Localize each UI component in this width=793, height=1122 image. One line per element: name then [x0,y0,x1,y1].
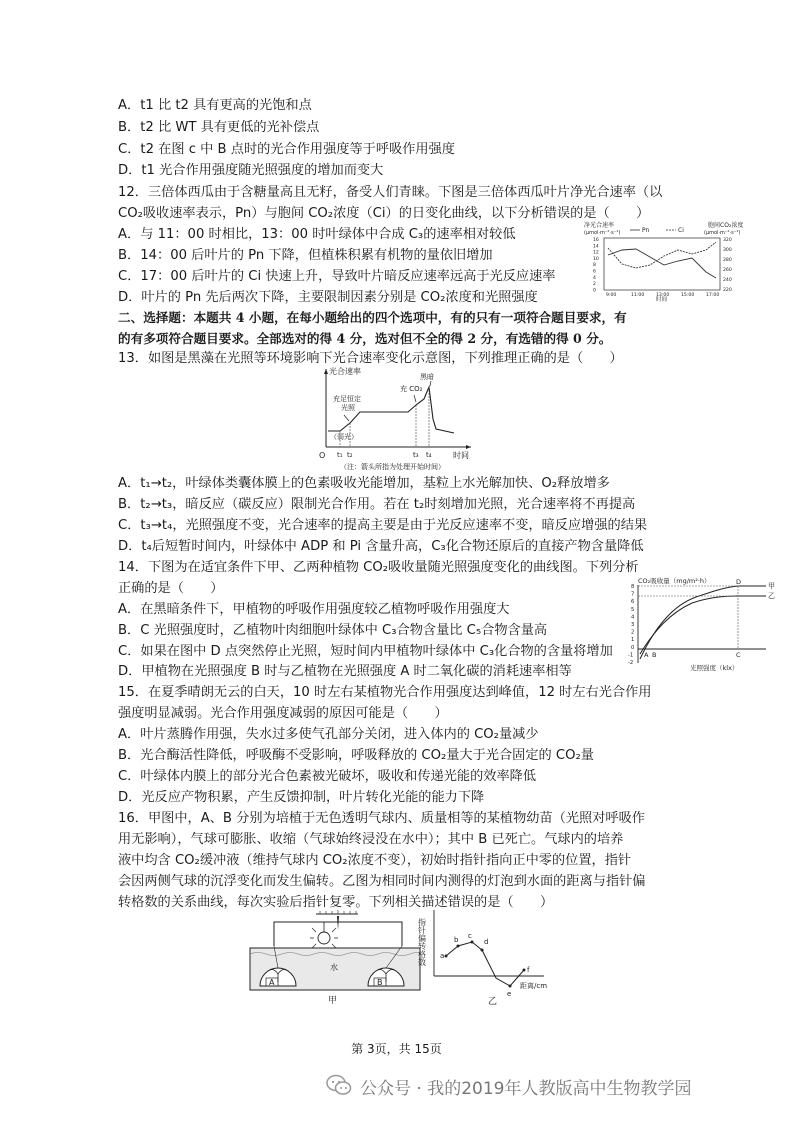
q14-y-tick: -2 [628,660,634,666]
q12-figure [582,220,750,302]
q12-x-tick: 17:00 [706,293,720,298]
q13-ann-dark: 黑暗 [420,373,434,381]
q12-right-tick: 240 [723,278,732,283]
q13-stem: 13．如图是黑藻在光照等环境影响下光合速率变化示意图，下列推理正确的是（ ） [118,351,623,366]
q12-option-c: C．17：00 后叶片的 Ci 快速上升，导致叶片暗反应速率远高于光反应速率 [118,269,556,284]
q11-option-b: B．t2 比 WT 具有更低的光补偿点 [118,120,320,135]
q14-series-jia: 甲 [768,582,775,590]
q12-x-tick: 9:00 [606,293,617,298]
q14-point-d: D [736,578,742,586]
q12-left-tick: 2 [593,282,596,288]
q13-option-c: C．t₃→t₄，光照强度不变，光合速率的提高主要是由于光反应速率不变，暗反应增强的结果 [118,518,648,533]
q16-pc: c [468,932,472,940]
q12-left-tick: 14 [593,244,599,250]
q16-pe: e [507,990,512,998]
q14-y-tick: 2 [631,629,635,636]
q12-left-tick: 4 [593,275,596,281]
q16-water-label: 水 [330,963,338,972]
q15-option-d: D．光反应产物积累，产生反馈抑制，叶片转化光能的能力下降 [118,790,485,805]
q14-option-b: B．C 光照强度时，乙植物叶肉细胞叶绿体中 C₃合物含量比 C₅合物含量高 [118,623,548,638]
q13-origin: O [319,451,326,460]
q16-stem-5: 转格数的关系曲线，每次实验后指针复零。下列相关描述错误的是（ ） [118,895,554,910]
section-two-heading-1: 二、选择题：本题共 4 小题，在每小题给出的四个选项中，有的只有一项符合题目要求，有 [118,310,627,325]
q14-y-ticks [628,584,635,666]
q11-option-a: A．t1 比 t2 具有更高的光饱和点 [118,98,312,113]
q13-note: （注：箭头所指为处理开始时间） [340,463,445,471]
q14-ylabel: CO₂吸收量（mg/m²·h） [638,577,711,585]
q12-stem-2: CO₂吸收速率表示，Pn）与胞间 CO₂浓度（Ci）的日变化曲线，以下分析错误的是（ ） [118,206,650,221]
q14-option-a: A．在黑暗条件下，甲植物的呼吸作用强度较乙植物呼吸作用强度大 [118,602,510,617]
q12-right-tick: 280 [723,258,732,263]
q12-left-tick: 12 [593,250,599,256]
q13-figure [316,365,478,473]
q13-ann-light-2: 光照 [341,404,355,412]
q12-pn-curve [608,249,716,278]
q13-t3: t₃ [413,451,419,459]
q12-x-tick: 15:00 [681,293,695,298]
q13-ann-co2: 充 CO₂ [400,385,423,393]
q16-stem-2: 用无影响），气球可膨胀、收缩（气球始终浸没在水中）；其中 B 已死亡。气球内的培养 [118,832,624,847]
q16-pointer [337,916,339,930]
q13-option-b: B．t₂→t₃，暗反应（碳反应）限制光合作用。若在 t₂时刻增加光照，光合速率将不再提高 [118,497,636,512]
q12-unit-right: (μmol·m⁻²·s⁻¹) [704,230,741,236]
q15-option-c: C．叶绿体内膜上的部分光合色素被光破坏，吸收和传递光能的效率降低 [118,769,537,784]
q15-option-b: B．光合酶活性降低，呼吸酶不受影响，呼吸释放的 CO₂量大于光合固定的 CO₂量 [118,748,594,763]
wechat-icon [326,1074,352,1096]
q14-y-tick: 1 [631,637,635,644]
q12-title-left: 净光合速率 [584,222,615,229]
q14-point-a: A [644,651,649,659]
q12-right-tick: 300 [723,248,732,253]
q16-label-b: B [377,978,383,987]
q14-stem-1: 14．下图为在适宜条件下甲、乙两种植物 CO₂吸收量随光照强度变化的曲线图。下列分析 [118,560,639,575]
q14-stem-2: 正确的是（ ） [118,581,224,596]
q16-pd: d [484,938,489,946]
q12-legend-pn: Pn [642,227,650,234]
q11-option-c: C．t2 在图 c 中 B 点时的光合作用强度等于呼吸作用强度 [118,142,455,157]
q15-option-a: A．叶片蒸腾作用强，失水过多使气孔部分关闭，进入体内的 CO₂量减少 [118,727,539,742]
q13-option-d: D．t₄后短暂时间内，叶绿体中 ADP 和 Pi 含量升高，C₃化合物还原后的直接产物含量降低 [118,539,644,554]
page-footer: 第 3页，共 15页 [351,1042,442,1056]
q14-y-tick: 6 [631,599,635,606]
q12-legend-ci: Ci [678,227,684,234]
q13-t2: t₂ [347,451,353,459]
q14-option-c: C．如果在图中 D 点突然停止光照，短时间内甲植物叶绿体中 C₃化合物的含量将增加 [118,644,613,659]
q12-left-tick: 8 [593,263,596,269]
q13-xlabel: 时间 [453,451,469,460]
q16-stem-4: 会因两侧气球的沉浮变化而发生偏转。乙图为相同时间内测得的灯泡到水面的距离与指针偏 [118,874,646,889]
q14-point-b: B [652,651,657,659]
watermark-account: 公众号 · 我的2019年人教版高中生物教学园 [360,1079,692,1099]
q12-title-right: 胞间CO₂浓度 [708,222,744,229]
q12-left-tick: 0 [593,288,596,294]
q12-x-tick: 11:00 [631,293,645,298]
q16-ylabel: 指针偏转格数 [417,918,427,966]
q16-pb: b [454,936,459,944]
q14-figure [626,575,782,673]
q12-x-tick: 13:00 [656,293,670,298]
q16-xlabel: 距离/cm [520,982,548,990]
q14-curve-jia [640,586,766,659]
q12-right-ticks [723,237,732,293]
q14-option-d: D．甲植物在光照强度 B 时与乙植物在光照强度 A 时二氧化碳的消耗速率相等 [118,664,572,679]
q13-t1: t₁ [337,451,343,459]
q14-y-tick: 8 [631,584,635,590]
q16-figure [244,908,564,1008]
q12-left-ticks [593,237,599,293]
q16-pa: a [440,952,445,960]
q12-option-d: D．叶片的 Pn 先后两次下降，主要限制因素分别是 CO₂浓度和光照强度 [118,290,538,305]
q12-unit-left: (μmol·m⁻²·s⁻¹) [584,230,621,236]
q13-ylabel: 光合速率 [329,367,361,376]
q14-y-tick: -1 [628,652,634,659]
q14-point-c: C [736,651,741,659]
q16-label-yi: 乙 [488,997,498,1007]
q16-bulb-icon [318,932,330,944]
q16-curve [446,942,524,986]
q14-y-tick: 3 [631,622,635,628]
q15-stem-2: 强度明显减弱。光合作用强度减弱的原因可能是（ ） [118,706,448,721]
q12-right-tick: 320 [723,238,732,243]
q16-label-a: A [269,978,275,987]
section-two-heading-2: 的有多项符合题目要求。全部选对的得 4 分，选对但不全的得 2 分，有选错的得 0 分。 [118,331,612,346]
q12-option-b: B．14：00 后叶片的 Pn 下降，但植株积累有机物的量依旧增加 [118,248,493,263]
q12-left-tick: 6 [593,269,596,275]
q13-ann-light-1: 充足恒定 [333,395,361,403]
q14-curve-yi [640,596,766,654]
q16-stem-3: 液中均含 CO₂缓冲液（维持气球内 CO₂浓度不变），初始时指针指向正中零的位置，指针 [118,853,632,868]
q12-xlabel: 时间 [656,297,668,302]
q13-t4: t₄ [426,451,432,459]
q12-stem-1: 12．三倍体西瓜由于含糖量高且无籽，备受人们青睐。下图是三倍体西瓜叶片净光合速率（以 [118,185,663,200]
q13-option-a: A．t₁→t₂，叶绿体类囊体膜上的色素吸收光能增加，基粒上水光解加快、O₂释放增多 [118,476,610,491]
q14-y-tick: 7 [631,591,635,598]
q13-weak-light: （弱光） [330,433,358,441]
q16-label-jia: 甲 [328,996,338,1006]
q16-pf: f [527,966,530,974]
q12-right-tick: 260 [723,268,732,273]
q12-right-tick: 220 [723,288,732,293]
q14-xlabel: 光照强度（klx） [690,664,739,672]
q16-stem-1: 16．甲图中，A、B 分别为培植于无色透明气球内、质量相等的某植物幼苗（光照对呼吸作 [118,811,645,826]
q14-y-tick: 0 [631,644,635,651]
q14-series-yi: 乙 [768,592,775,600]
q14-y-tick: 5 [631,606,635,613]
q12-left-tick: 10 [593,256,599,262]
q14-y-tick: 4 [631,614,635,621]
q11-option-d: D．t1 光合作用强度随光照强度的增加而变大 [118,163,384,178]
q12-option-a: A．与 11：00 时相比，13：00 时叶绿体中合成 C₃的速率相对较低 [118,227,516,242]
q15-stem-1: 15．在夏季晴朗无云的白天，10 时左右某植物光合作用强度达到峰值，12 时左右光合作用 [118,685,652,700]
q12-left-tick: 16 [593,238,599,243]
